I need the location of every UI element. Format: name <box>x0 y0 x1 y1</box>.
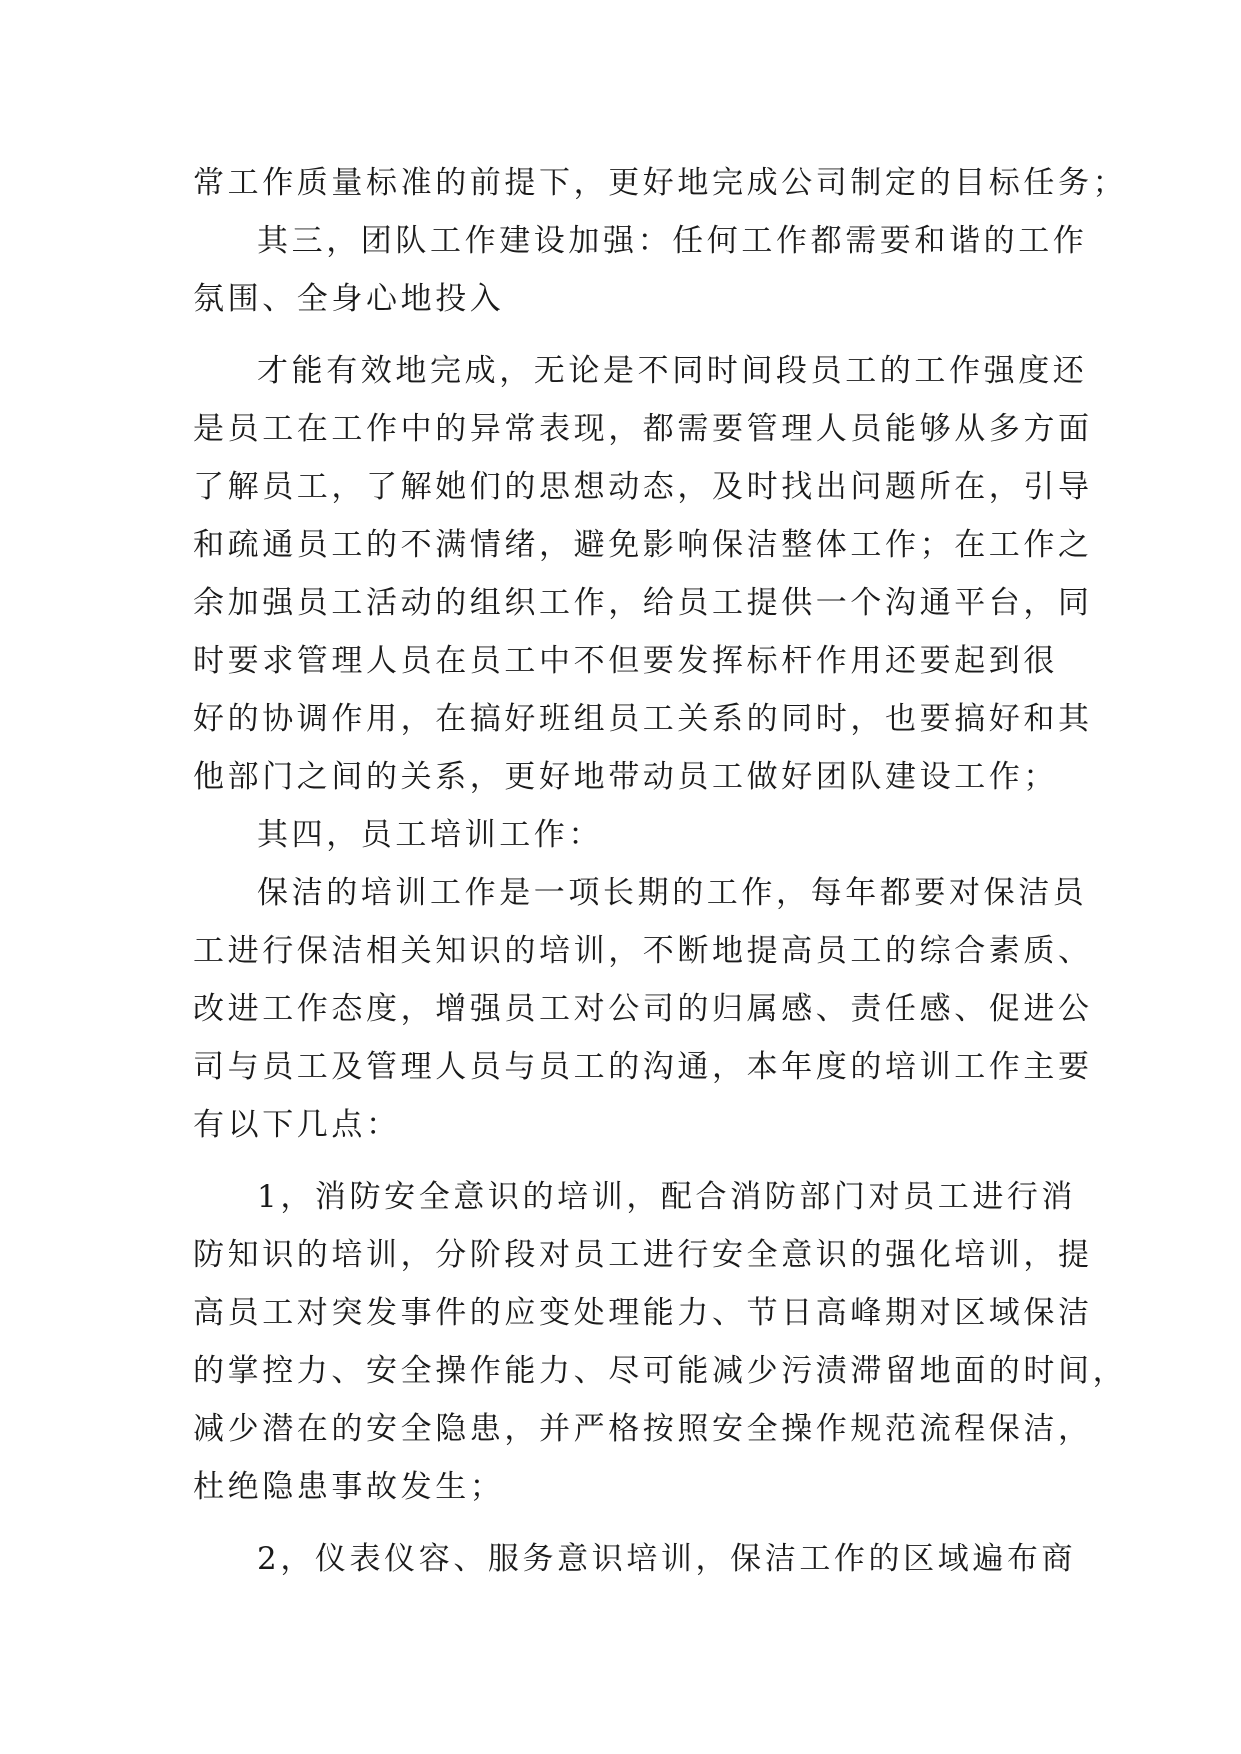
text-line: 氛围、全身心地投入 <box>193 281 505 317</box>
paragraph-start: 才能有效地完成，无论是不同时间段员工的工作强度还 <box>257 353 1088 389</box>
paragraph-start: 保洁的培训工作是一项长期的工作，每年都要对保洁员 <box>257 875 1088 911</box>
text-line: 工进行保洁相关知识的培训，不断地提高员工的综合素质、 <box>193 933 1093 969</box>
text-line: 防知识的培训，分阶段对员工进行安全意识的强化培训，提 <box>193 1237 1093 1273</box>
text-line: 常工作质量标准的前提下，更好地完成公司制定的目标任务； <box>193 165 1128 201</box>
text-line: 杜绝隐患事故发生； <box>193 1469 505 1505</box>
paragraph-gap <box>193 1516 1053 1530</box>
document-body <box>193 154 1128 1588</box>
list-item-2: 2，仪表仪容、服务意识培训，保洁工作的区域遍布商 <box>257 1541 1077 1577</box>
text-line: 是员工在工作中的异常表现，都需要管理人员能够从多方面 <box>193 411 1093 447</box>
text-line: 司与员工及管理人员与员工的沟通，本年度的培训工作主要 <box>193 1049 1093 1085</box>
text-line: 余加强员工活动的组织工作，给员工提供一个沟通平台，同 <box>193 585 1093 621</box>
text-line: 了解员工，了解她们的思想动态，及时找出问题所在，引导 <box>193 469 1093 505</box>
list-item-1: 1，消防安全意识的培训，配合消防部门对员工进行消 <box>257 1179 1077 1215</box>
text-line: 高员工对突发事件的应变处理能力、节日高峰期对区域保洁 <box>193 1295 1093 1331</box>
paragraph-heading-3: 其三，团队工作建设加强：任何工作都需要和谐的工作 <box>257 223 1088 259</box>
text-line: 和疏通员工的不满情绪，避免影响保洁整体工作；在工作之 <box>193 527 1093 563</box>
paragraph-heading-4: 其四，员工培训工作： <box>257 817 603 853</box>
paragraph-gap <box>193 328 1053 342</box>
text-line: 他部门之间的关系，更好地带动员工做好团队建设工作； <box>193 759 1058 795</box>
paragraph-gap <box>193 1154 1053 1168</box>
text-line: 好的协调作用，在搞好班组员工关系的同时，也要搞好和其 <box>193 701 1093 737</box>
text-line: 有以下几点： <box>193 1107 401 1143</box>
text-line: 改进工作态度，增强员工对公司的归属感、责任感、促进公 <box>193 991 1093 1027</box>
text-line: 的掌控力、安全操作能力、尽可能减少污渍滞留地面的时间， <box>193 1353 1128 1389</box>
text-line: 时要求管理人员在员工中不但要发挥标杆作用还要起到很 <box>193 643 1058 679</box>
text-line: 减少潜在的安全隐患，并严格按照安全操作规范流程保洁， <box>193 1411 1093 1447</box>
